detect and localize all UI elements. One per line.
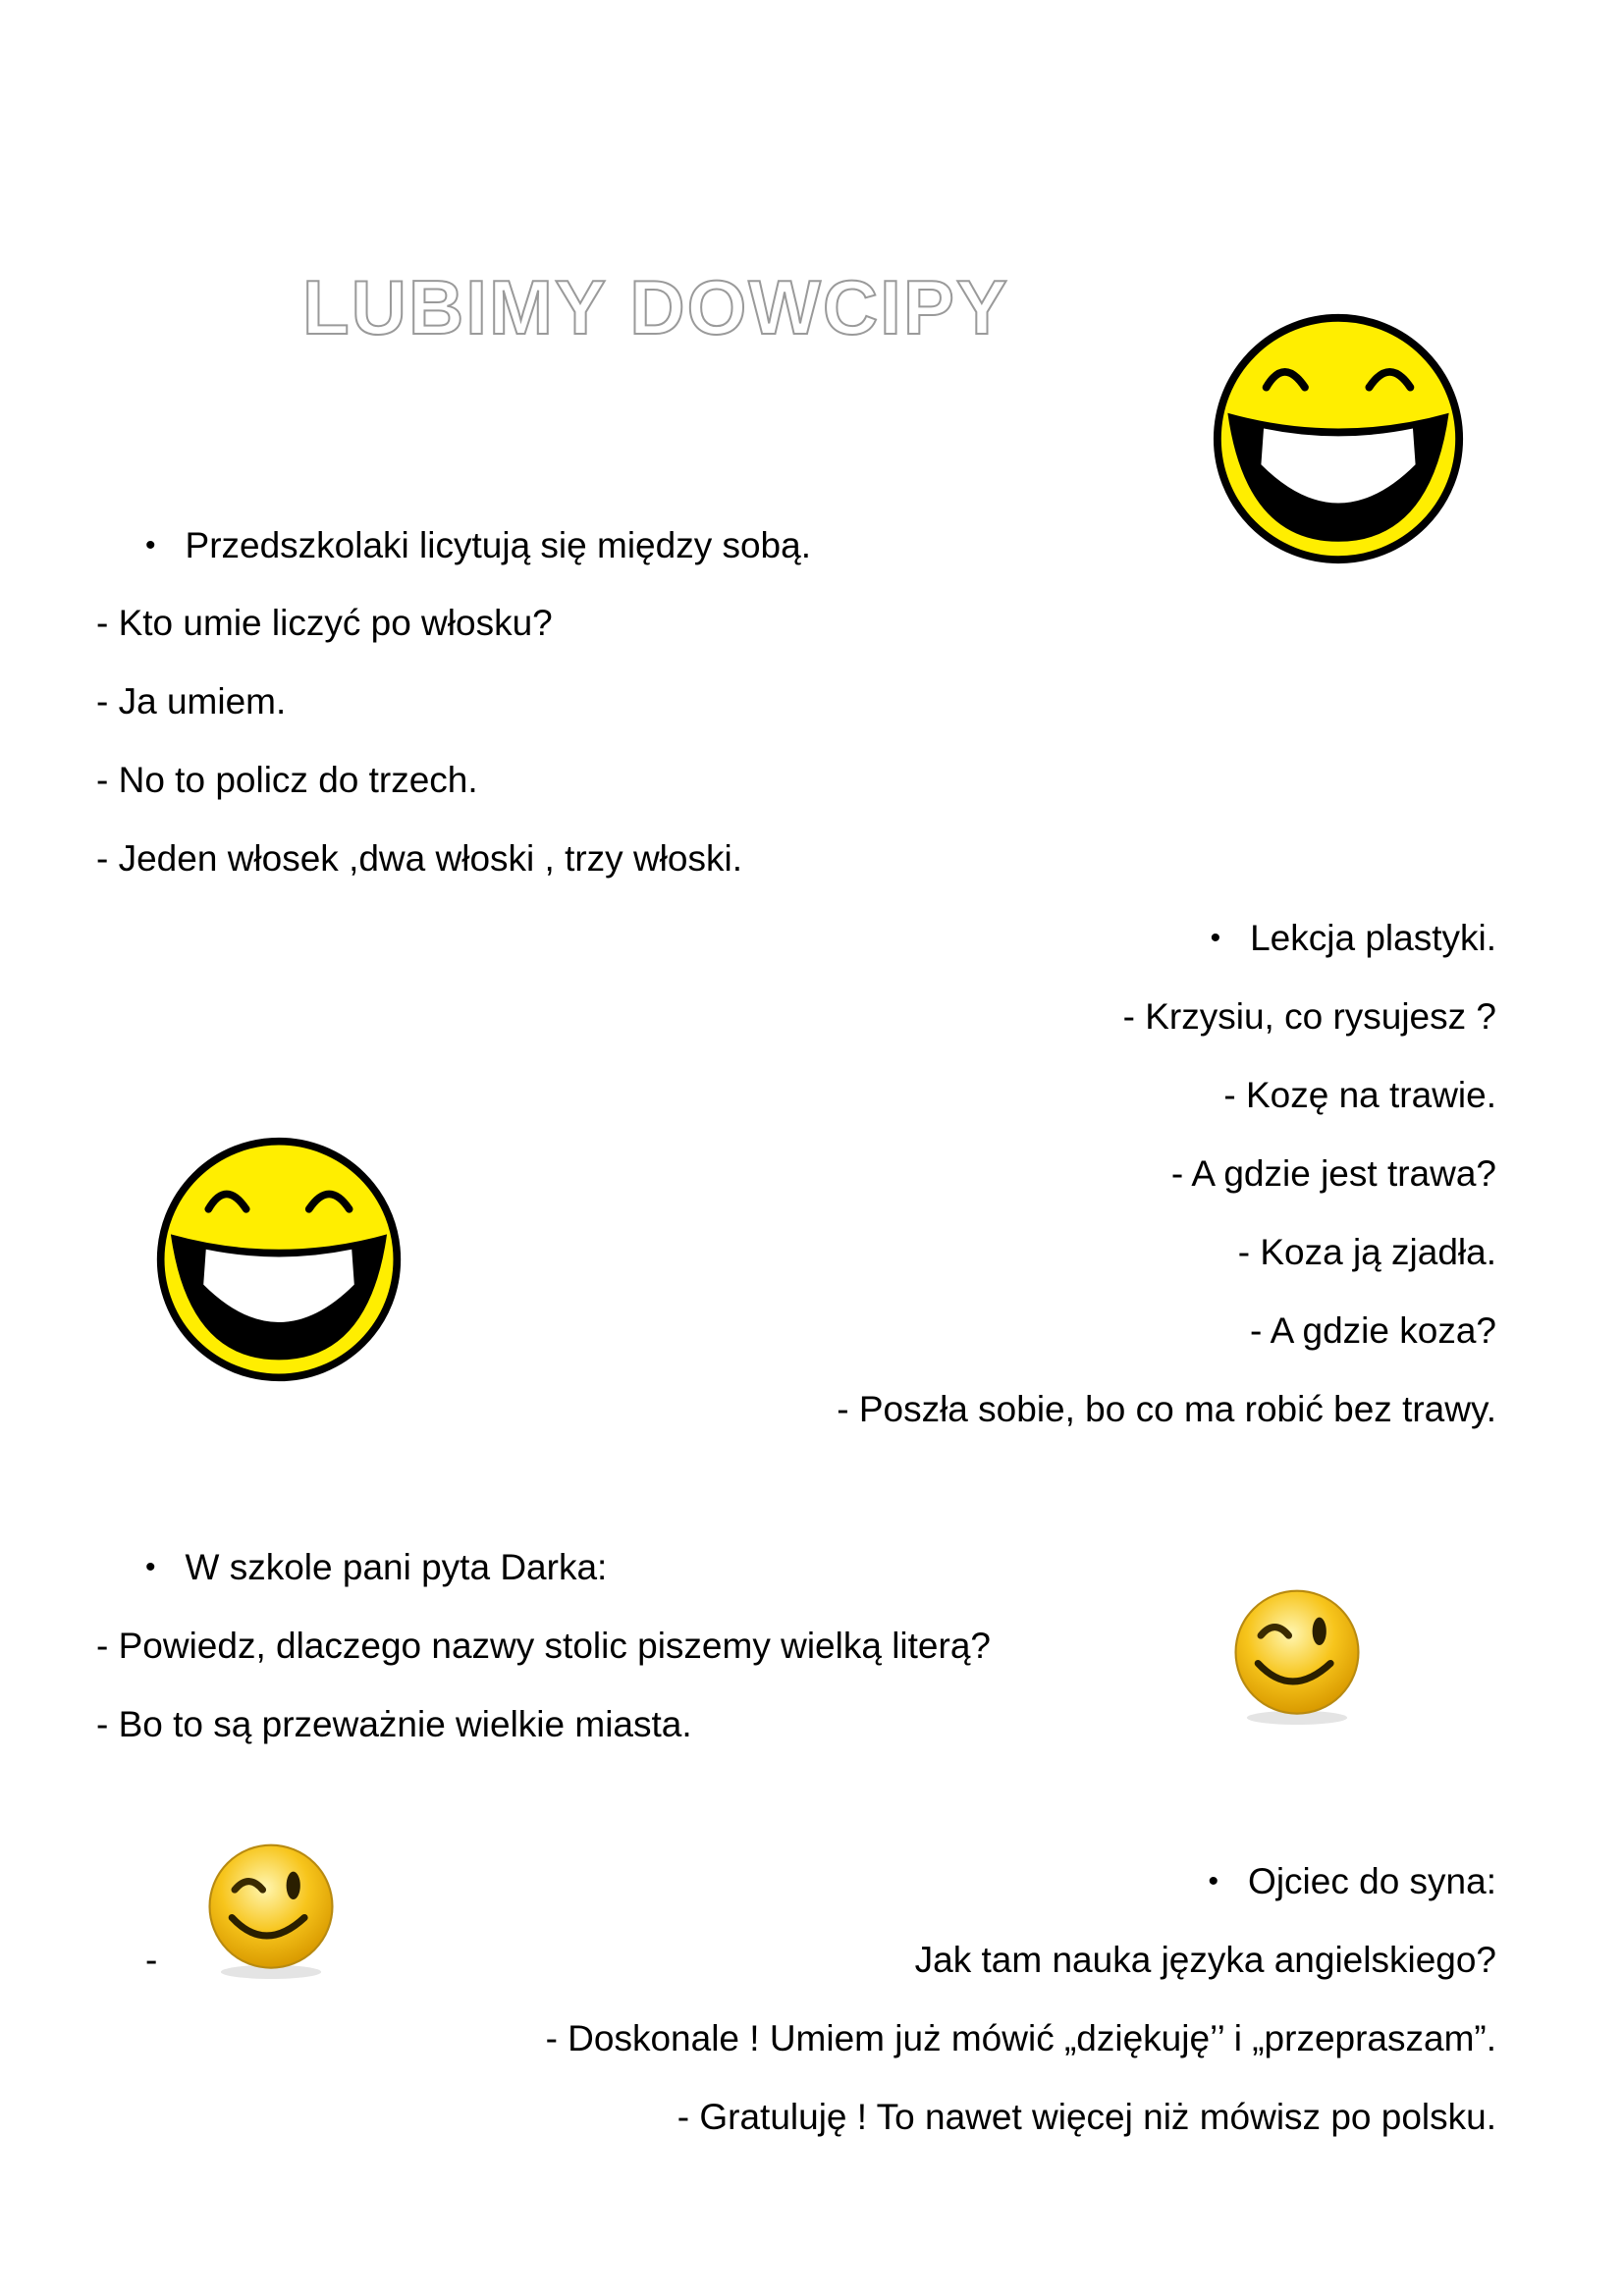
joke1-line: - Jeden włosek ,dwa włoski , trzy włoski. (96, 838, 742, 879)
joke1-line: - No to policz do trzech. (96, 760, 478, 800)
joke2-line: - Poszła sobie, bo co ma robić bez trawy. (837, 1389, 1496, 1429)
joke3-heading: • W szkole pani pyta Darka: (145, 1547, 608, 1587)
bullet-icon: • (1208, 1865, 1219, 1897)
joke1-line: - Kto umie liczyć po włosku? (96, 603, 553, 643)
joke4-line: Jak tam nauka języka angielskiego? (914, 1940, 1496, 1980)
laughing-smiley-icon (153, 1134, 405, 1385)
bullet-icon: • (145, 529, 156, 561)
joke4-dash: - (145, 1940, 158, 1980)
joke4-line: - Gratuluję ! To nawet więcej niż mówisz po polsku. (677, 2097, 1496, 2137)
joke2-line: - A gdzie koza? (1250, 1310, 1496, 1351)
joke1-line: - Ja umiem. (96, 681, 287, 721)
winking-smiley-icon (201, 1840, 341, 1979)
winking-smiley-icon (1227, 1585, 1367, 1725)
joke4-line: - Doskonale ! Umiem już mówić „dziękuję’’ i „przepraszam”. (545, 2018, 1496, 2058)
joke2-line: - A gdzie jest trawa? (1170, 1153, 1496, 1194)
joke2-line: - Kozę na trawie. (1223, 1075, 1496, 1115)
joke3-line: - Bo to są przeważnie wielkie miasta. (96, 1704, 692, 1744)
joke2-line: - Krzysiu, co rysujesz ? (1122, 996, 1496, 1037)
joke4-heading: • Ojciec do syna: (1208, 1861, 1496, 1901)
joke1-heading: • Przedszkolaki licytują się między sobą. (145, 525, 811, 565)
bullet-icon: • (145, 1551, 156, 1583)
joke2-line: - Koza ją zjadła. (1237, 1232, 1496, 1272)
joke3-line: - Powiedz, dlaczego nazwy stolic piszemy wielką literą? (96, 1626, 991, 1666)
bullet-icon: • (1210, 922, 1221, 954)
page-title: LUBIMY DOWCIPY (302, 264, 1009, 350)
joke2-heading: • Lekcja plastyki. (1210, 918, 1496, 958)
laughing-smiley-icon (1210, 310, 1467, 567)
